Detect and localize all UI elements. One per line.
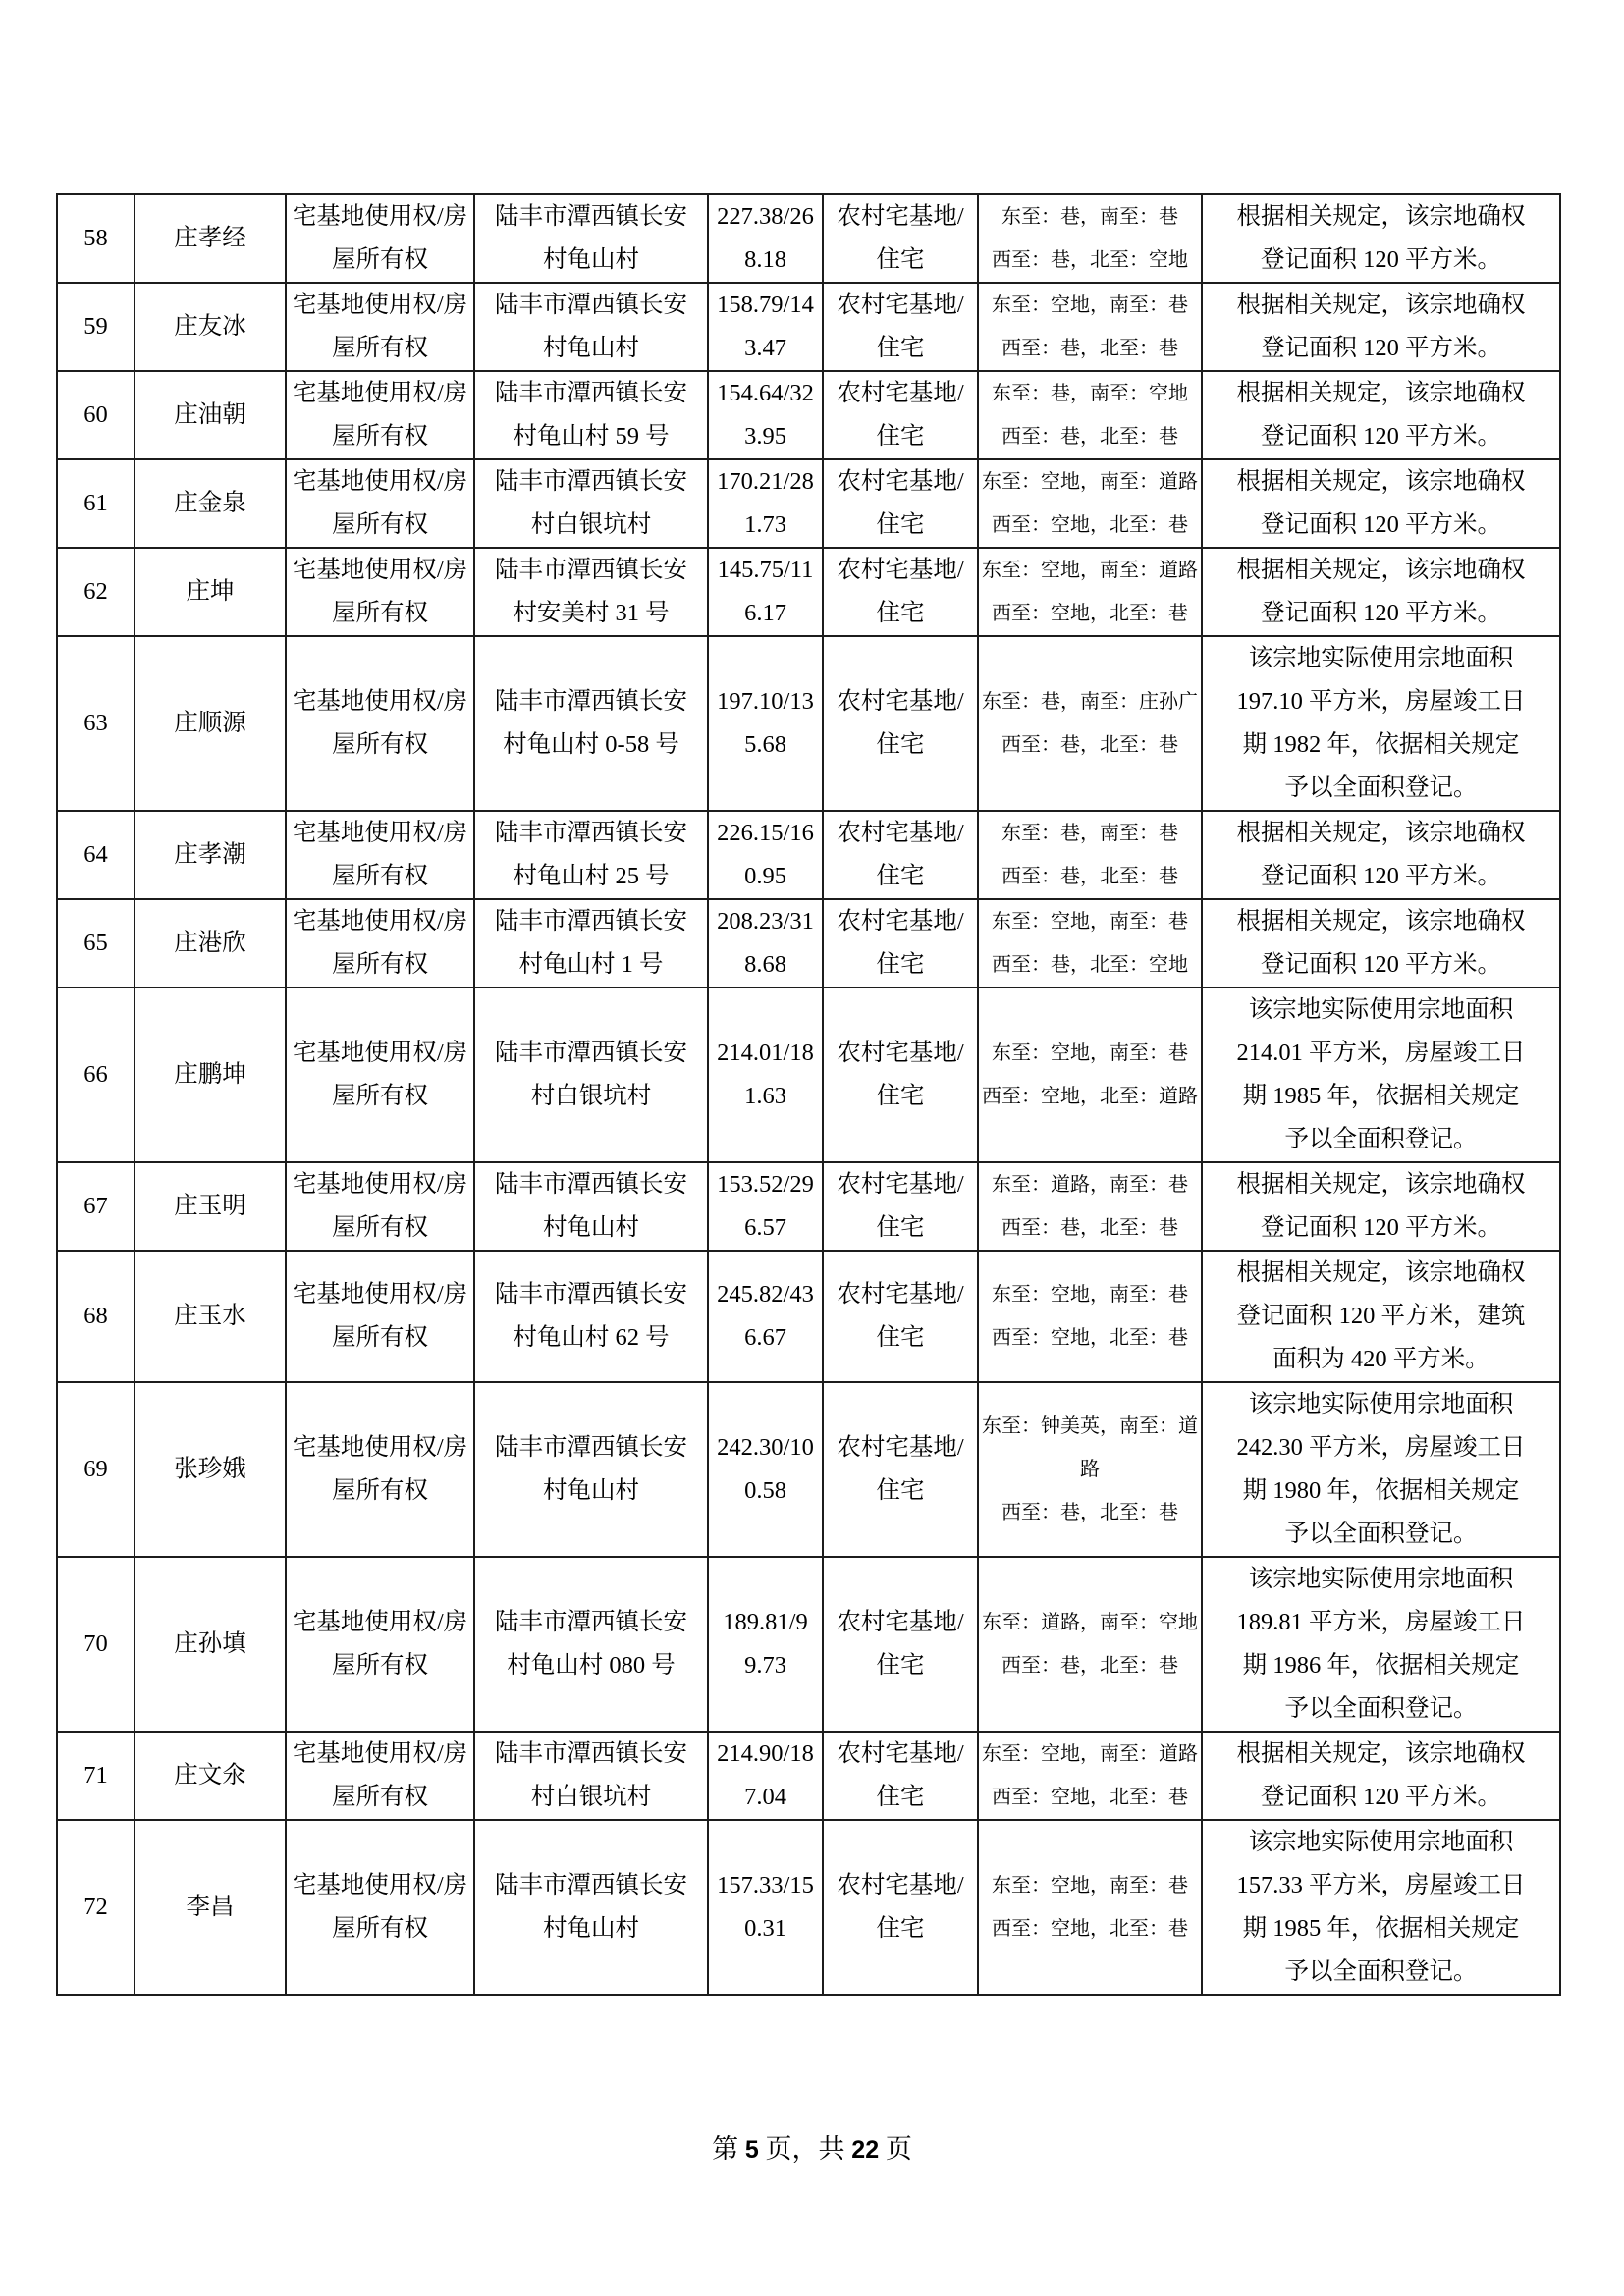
right-type-cell: 宅基地使用权/房屋所有权 (286, 1251, 474, 1382)
location-cell: 陆丰市潭西镇长安村安美村 31 号 (474, 548, 708, 636)
registration-note-cell: 根据相关规定，该宗地确权登记面积 120 平方米。 (1202, 1732, 1560, 1820)
table-row (57, 988, 1560, 1162)
holder-name-cell: 庄孙填 (135, 1557, 286, 1732)
boundary-east-south: 东至：巷，南至：巷 (1001, 206, 1178, 228)
area-values-cell: 153.52/296.57 (708, 1162, 823, 1251)
row-number-cell: 60 (57, 371, 135, 459)
area-values-cell: 197.10/135.68 (708, 636, 823, 811)
right-type-cell: 宅基地使用权/房屋所有权 (286, 459, 474, 548)
registration-note-cell: 根据相关规定，该宗地确权登记面积 120 平方米，建筑面积为 420 平方米。 (1202, 1251, 1560, 1382)
location-cell: 陆丰市潭西镇长安村龟山村 (474, 1162, 708, 1251)
location-cell: 陆丰市潭西镇长安村龟山村 59 号 (474, 371, 708, 459)
row-number-cell: 69 (57, 1382, 135, 1557)
row-number-cell: 70 (57, 1557, 135, 1732)
boundary-west-north: 西至：巷，北至：巷 (1001, 1217, 1178, 1239)
boundaries-cell (978, 988, 1202, 1162)
boundary-east-south: 东至：钟美英，南至：道路 (982, 1415, 1198, 1480)
registration-note-cell: 根据相关规定，该宗地确权登记面积 120 平方米。 (1202, 811, 1560, 899)
right-type-cell: 宅基地使用权/房屋所有权 (286, 1162, 474, 1251)
row-number-cell: 59 (57, 283, 135, 371)
registration-note-cell: 根据相关规定，该宗地确权登记面积 120 平方米。 (1202, 1162, 1560, 1251)
location-cell: 陆丰市潭西镇长安村龟山村 (474, 283, 708, 371)
location-cell: 陆丰市潭西镇长安村龟山村 080 号 (474, 1557, 708, 1732)
boundary-west-north: 西至：巷，北至：空地 (992, 249, 1188, 271)
right-type-cell: 宅基地使用权/房屋所有权 (286, 1382, 474, 1557)
boundaries-cell (978, 1732, 1202, 1820)
area-values-cell: 157.33/150.31 (708, 1820, 823, 1995)
boundary-west-north: 西至：巷，北至：巷 (1001, 1502, 1178, 1523)
table-row (57, 899, 1560, 988)
boundary-west-north: 西至：空地，北至：道路 (982, 1086, 1198, 1107)
boundary-east-south: 东至：空地，南至：道路 (982, 560, 1198, 581)
registration-note-cell: 该宗地实际使用宗地面积 157.33 平方米，房屋竣工日期 1985 年，依据相关规定予以全面积登记。 (1202, 1820, 1560, 1995)
boundary-east-south: 东至：空地，南至：巷 (992, 911, 1188, 933)
boundaries-cell (978, 548, 1202, 636)
holder-name-cell: 庄鹏坤 (135, 988, 286, 1162)
area-values-cell: 158.79/143.47 (708, 283, 823, 371)
holder-name-cell: 庄玉水 (135, 1251, 286, 1382)
area-values-cell: 170.21/281.73 (708, 459, 823, 548)
land-usage-cell: 农村宅基地/住宅 (823, 899, 978, 988)
land-usage-cell: 农村宅基地/住宅 (823, 811, 978, 899)
boundary-east-south: 东至：空地，南至：巷 (992, 1284, 1188, 1306)
row-number-cell: 65 (57, 899, 135, 988)
total-pages: 22 (851, 2136, 880, 2163)
location-cell: 陆丰市潭西镇长安村龟山村 (474, 1820, 708, 1995)
right-type-cell: 宅基地使用权/房屋所有权 (286, 988, 474, 1162)
land-usage-cell: 农村宅基地/住宅 (823, 194, 978, 283)
boundaries-cell (978, 371, 1202, 459)
area-values-cell: 145.75/116.17 (708, 548, 823, 636)
boundary-west-north: 西至：空地，北至：巷 (992, 514, 1188, 536)
table-row (57, 636, 1560, 811)
right-type-cell: 宅基地使用权/房屋所有权 (286, 1732, 474, 1820)
boundary-east-south: 东至：巷，南至：庄孙广 (982, 691, 1198, 713)
right-type-cell: 宅基地使用权/房屋所有权 (286, 548, 474, 636)
land-usage-cell: 农村宅基地/住宅 (823, 548, 978, 636)
right-type-cell: 宅基地使用权/房屋所有权 (286, 194, 474, 283)
boundaries-cell (978, 899, 1202, 988)
boundaries-cell (978, 636, 1202, 811)
registration-note-cell: 该宗地实际使用宗地面积 242.30 平方米，房屋竣工日期 1980 年，依据相关规定予以全面积登记。 (1202, 1382, 1560, 1557)
boundary-east-south: 东至：空地，南至：道路 (982, 1743, 1198, 1765)
land-usage-cell: 农村宅基地/住宅 (823, 1382, 978, 1557)
holder-name-cell: 庄友冰 (135, 283, 286, 371)
table-row (57, 548, 1560, 636)
holder-name-cell: 李昌 (135, 1820, 286, 1995)
row-number-cell: 64 (57, 811, 135, 899)
row-number-cell: 61 (57, 459, 135, 548)
area-values-cell: 189.81/99.73 (708, 1557, 823, 1732)
land-usage-cell: 农村宅基地/住宅 (823, 636, 978, 811)
table-row (57, 1557, 1560, 1732)
registration-note-cell: 根据相关规定，该宗地确权登记面积 120 平方米。 (1202, 899, 1560, 988)
right-type-cell: 宅基地使用权/房屋所有权 (286, 1557, 474, 1732)
area-values-cell: 245.82/436.67 (708, 1251, 823, 1382)
footer-text: 第 (712, 2134, 739, 2163)
land-usage-cell: 农村宅基地/住宅 (823, 1251, 978, 1382)
land-usage-cell: 农村宅基地/住宅 (823, 1557, 978, 1732)
table-row (57, 1820, 1560, 1995)
boundary-east-south: 东至：空地，南至：巷 (992, 1042, 1188, 1064)
right-type-cell: 宅基地使用权/房屋所有权 (286, 371, 474, 459)
land-usage-cell: 农村宅基地/住宅 (823, 283, 978, 371)
boundary-east-south: 东至：空地，南至：道路 (982, 471, 1198, 493)
boundary-east-south: 东至：空地，南至：巷 (992, 1875, 1188, 1896)
boundaries-cell (978, 459, 1202, 548)
row-number-cell: 71 (57, 1732, 135, 1820)
table-row (57, 1162, 1560, 1251)
location-cell: 陆丰市潭西镇长安村白银坑村 (474, 459, 708, 548)
land-registration-table (56, 193, 1561, 1996)
holder-name-cell: 庄文氽 (135, 1732, 286, 1820)
holder-name-cell: 庄玉明 (135, 1162, 286, 1251)
table-row (57, 459, 1560, 548)
right-type-cell: 宅基地使用权/房屋所有权 (286, 811, 474, 899)
area-values-cell: 227.38/268.18 (708, 194, 823, 283)
row-number-cell: 63 (57, 636, 135, 811)
table-row (57, 811, 1560, 899)
registration-note-cell: 根据相关规定，该宗地确权登记面积 120 平方米。 (1202, 371, 1560, 459)
row-number-cell: 62 (57, 548, 135, 636)
boundaries-cell (978, 194, 1202, 283)
boundary-east-south: 东至：道路，南至：空地 (982, 1612, 1198, 1633)
table-row (57, 1732, 1560, 1820)
table-row (57, 1382, 1560, 1557)
location-cell: 陆丰市潭西镇长安村龟山村 (474, 1382, 708, 1557)
boundary-west-north: 西至：空地，北至：巷 (992, 1918, 1188, 1940)
holder-name-cell: 庄油朝 (135, 371, 286, 459)
boundary-west-north: 西至：巷，北至：巷 (1001, 426, 1178, 448)
table-row (57, 1251, 1560, 1382)
area-values-cell: 208.23/318.68 (708, 899, 823, 988)
location-cell: 陆丰市潭西镇长安村龟山村 0-58 号 (474, 636, 708, 811)
boundaries-cell (978, 1382, 1202, 1557)
boundary-east-south: 东至：空地，南至：巷 (992, 294, 1188, 316)
registration-note-cell: 根据相关规定，该宗地确权登记面积 120 平方米。 (1202, 283, 1560, 371)
boundary-east-south: 东至：巷，南至：巷 (1001, 823, 1178, 844)
footer-text: 页，共 (765, 2134, 845, 2163)
holder-name-cell: 庄孝经 (135, 194, 286, 283)
holder-name-cell: 庄顺源 (135, 636, 286, 811)
page-footer (0, 2132, 1624, 2166)
boundaries-cell (978, 1820, 1202, 1995)
holder-name-cell: 庄港欣 (135, 899, 286, 988)
right-type-cell: 宅基地使用权/房屋所有权 (286, 283, 474, 371)
boundaries-cell (978, 283, 1202, 371)
boundary-west-north: 西至：巷，北至：巷 (1001, 1655, 1178, 1677)
row-number-cell: 72 (57, 1820, 135, 1995)
boundary-west-north: 西至：巷，北至：空地 (992, 954, 1188, 976)
holder-name-cell: 张珍娥 (135, 1382, 286, 1557)
location-cell: 陆丰市潭西镇长安村龟山村 25 号 (474, 811, 708, 899)
registration-note-cell: 根据相关规定，该宗地确权登记面积 120 平方米。 (1202, 548, 1560, 636)
boundary-west-north: 西至：巷，北至：巷 (1001, 866, 1178, 887)
holder-name-cell: 庄孝潮 (135, 811, 286, 899)
row-number-cell: 68 (57, 1251, 135, 1382)
row-number-cell: 67 (57, 1162, 135, 1251)
land-usage-cell: 农村宅基地/住宅 (823, 1820, 978, 1995)
footer-text: 页 (885, 2134, 912, 2163)
location-cell: 陆丰市潭西镇长安村龟山村 (474, 194, 708, 283)
land-usage-cell: 农村宅基地/住宅 (823, 1732, 978, 1820)
land-usage-cell: 农村宅基地/住宅 (823, 988, 978, 1162)
boundaries-cell (978, 1162, 1202, 1251)
boundary-west-north: 西至：空地，北至：巷 (992, 1787, 1188, 1808)
registration-note-cell: 该宗地实际使用宗地面积 214.01 平方米，房屋竣工日期 1985 年，依据相关规定予以全面积登记。 (1202, 988, 1560, 1162)
registration-note-cell: 根据相关规定，该宗地确权登记面积 120 平方米。 (1202, 459, 1560, 548)
land-usage-cell: 农村宅基地/住宅 (823, 371, 978, 459)
registration-note-cell: 该宗地实际使用宗地面积 189.81 平方米，房屋竣工日期 1986 年，依据相关规定予以全面积登记。 (1202, 1557, 1560, 1732)
page-number: 5 (744, 2136, 759, 2163)
table-row (57, 194, 1560, 283)
boundary-west-north: 西至：空地，北至：巷 (992, 603, 1188, 624)
land-usage-cell: 农村宅基地/住宅 (823, 1162, 978, 1251)
boundaries-cell (978, 811, 1202, 899)
area-values-cell: 154.64/323.95 (708, 371, 823, 459)
right-type-cell: 宅基地使用权/房屋所有权 (286, 899, 474, 988)
boundary-west-north: 西至：巷，北至：巷 (1001, 338, 1178, 359)
boundaries-cell (978, 1557, 1202, 1732)
boundary-east-south: 东至：道路，南至：巷 (992, 1174, 1188, 1196)
right-type-cell: 宅基地使用权/房屋所有权 (286, 1820, 474, 1995)
land-usage-cell: 农村宅基地/住宅 (823, 459, 978, 548)
location-cell: 陆丰市潭西镇长安村白银坑村 (474, 988, 708, 1162)
boundary-west-north: 西至：巷，北至：巷 (1001, 734, 1178, 756)
holder-name-cell: 庄金泉 (135, 459, 286, 548)
location-cell: 陆丰市潭西镇长安村白银坑村 (474, 1732, 708, 1820)
boundaries-cell (978, 1251, 1202, 1382)
area-values-cell: 214.01/181.63 (708, 988, 823, 1162)
registration-note-cell: 该宗地实际使用宗地面积 197.10 平方米，房屋竣工日期 1982 年，依据相关规定予以全面积登记。 (1202, 636, 1560, 811)
holder-name-cell: 庄坤 (135, 548, 286, 636)
row-number-cell: 66 (57, 988, 135, 1162)
registration-note-cell: 根据相关规定，该宗地确权登记面积 120 平方米。 (1202, 194, 1560, 283)
area-values-cell: 226.15/160.95 (708, 811, 823, 899)
table-row (57, 371, 1560, 459)
area-values-cell: 242.30/100.58 (708, 1382, 823, 1557)
right-type-cell: 宅基地使用权/房屋所有权 (286, 636, 474, 811)
location-cell: 陆丰市潭西镇长安村龟山村 62 号 (474, 1251, 708, 1382)
location-cell: 陆丰市潭西镇长安村龟山村 1 号 (474, 899, 708, 988)
area-values-cell: 214.90/187.04 (708, 1732, 823, 1820)
boundary-west-north: 西至：空地，北至：巷 (992, 1327, 1188, 1349)
table-row (57, 283, 1560, 371)
row-number-cell: 58 (57, 194, 135, 283)
boundary-east-south: 东至：巷，南至：空地 (992, 383, 1188, 404)
